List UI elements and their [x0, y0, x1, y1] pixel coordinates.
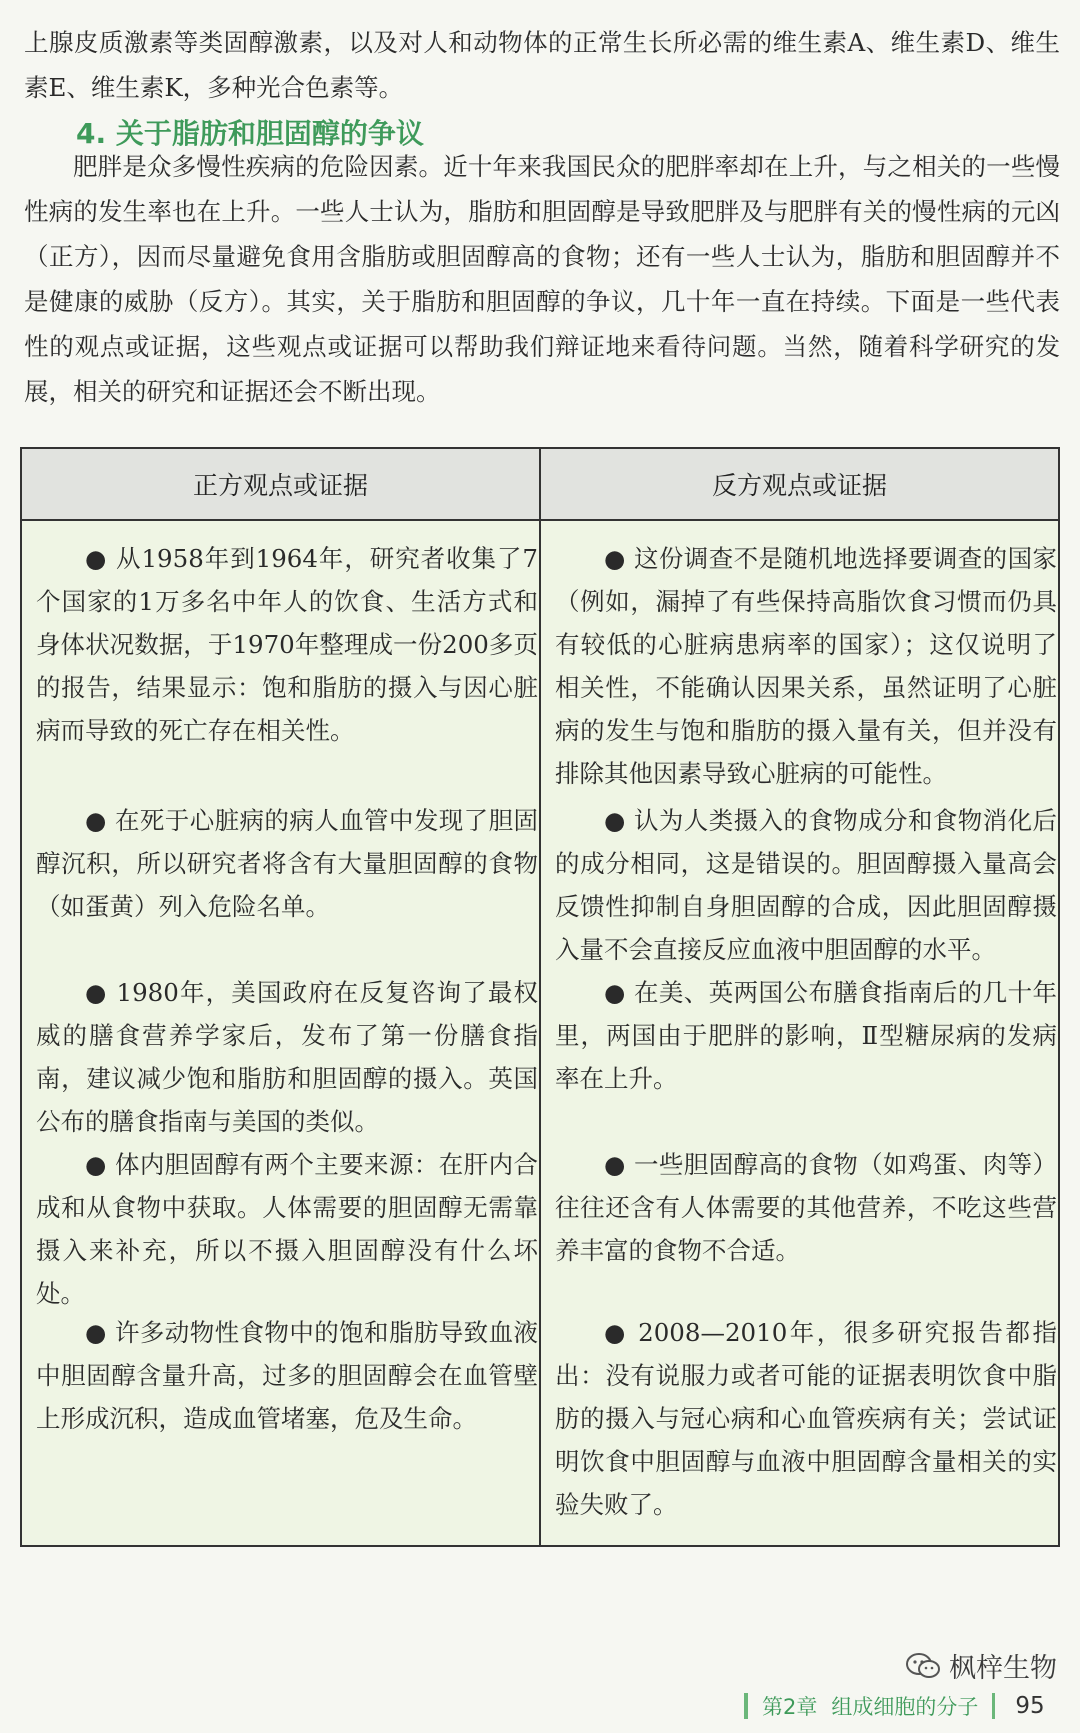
intro-paragraph: 上腺皮质激素等类固醇激素，以及对人和动物体的正常生长所必需的维生素A、维生素D、维生素E、维生素K，多种光合色素等。	[24, 28, 1060, 102]
table-header-row	[22, 449, 1058, 521]
chapter-divider	[744, 1693, 748, 1719]
pro-item-2: ● 在死于心脏病的病人血管中发现了胆固醇沉积，所以研究者将含有大量胆固醇的食物（如蛋黄）列入危险名单。	[36, 806, 538, 921]
page-footer	[744, 1688, 1045, 1724]
pro-item-3: ● 1980年，美国政府在反复咨询了最权威的膳食营养学家后，发布了第一份膳食指南，建议减少饱和脂肪和胆固醇的摄入。英国公布的膳食指南与美国的类似。	[36, 978, 538, 1136]
table-body	[22, 521, 1058, 1545]
chapter-label: 第2章	[762, 1695, 818, 1719]
con-item-4: ● 一些胆固醇高的食物（如鸡蛋、肉等）往往还含有人体需要的其他营养，不吃这些营养丰富的食物不合适。	[555, 1150, 1057, 1265]
debate-table	[20, 447, 1060, 1547]
con-item-5: ● 2008—2010年，很多研究报告都指出：没有说服力或者可能的证据表明饮食中脂肪的摄入与冠心病和心血管疾病有关；尝试证明饮食中胆固醇与血液中胆固醇含量相关的实验失败了。	[555, 1318, 1057, 1519]
section-title: 4. 关于脂肪和胆固醇的争议	[76, 117, 424, 150]
page-number: 95	[1015, 1693, 1045, 1719]
watermark-text: 枫梓生物	[949, 1653, 1057, 1684]
pro-header: 正方观点或证据	[22, 449, 541, 519]
con-item-2: ● 认为人类摄入的食物成分和食物消化后的成分相同，这是错误的。胆固醇摄入量高会反馈性抑制自身胆固醇的合成，因此胆固醇摄入量不会直接反应血液中胆固醇的水平。	[555, 806, 1057, 964]
con-item-1: ● 这份调查不是随机地选择要调查的国家（例如，漏掉了有些保持高脂饮食习惯而仍具有较低的心脏病患病率的国家）；这仅说明了相关性，不能确认因果关系，虽然证明了心脏病的发生与饱和脂肪的摄入量有关，但并没有排除其他因素导致心脏病的可能性。	[555, 544, 1057, 788]
con-column	[541, 521, 1058, 1545]
con-item-3: ● 在美、英两国公布膳食指南后的几十年里，两国由于肥胖的影响，Ⅱ型糖尿病的发病率在上升。	[555, 978, 1057, 1093]
pro-item-4: ● 体内胆固醇有两个主要来源：在肝内合成和从食物中获取。人体需要的胆固醇无需靠摄入来补充，所以不摄入胆固醇没有什么坏处。	[36, 1150, 538, 1308]
pro-item-5: ● 许多动物性食物中的饱和脂肪导致血液中胆固醇含量升高，过多的胆固醇会在血管壁上形成沉积，造成血管堵塞，危及生命。	[36, 1318, 538, 1433]
pro-item-1: ● 从1958年到1964年，研究者收集了7个国家的1万多名中年人的饮食、生活方式和身体状况数据，于1970年整理成一份200多页的报告，结果显示：饱和脂肪的摄入与因心脏病而导致的死亡存在相关性。	[36, 544, 538, 745]
chapter-title: 组成细胞的分子	[831, 1695, 979, 1719]
watermark	[905, 1646, 1057, 1685]
body-paragraph: 肥胖是众多慢性疾病的危险因素。近十年来我国民众的肥胖率却在上升，与之相关的一些慢性病的发生率也在上升。一些人士认为，脂肪和胆固醇是导致肥胖及与肥胖有关的慢性病的元凶（正方），因而尽量避免食用含脂肪或胆固醇高的食物；还有一些人士认为，脂肪和胆固醇并不是健康的威胁（反方）。其实，关于脂肪和胆固醇的争议，几十年一直在持续。下面是一些代表性的观点或证据，这些观点或证据可以帮助我们辩证地来看待问题。当然，随着科学研究的发展，相关的研究和证据还会不断出现。	[24, 152, 1060, 406]
wechat-icon	[905, 1652, 941, 1680]
pro-column	[22, 521, 541, 1545]
con-header: 反方观点或证据	[711, 471, 887, 500]
footer-divider	[992, 1693, 995, 1719]
